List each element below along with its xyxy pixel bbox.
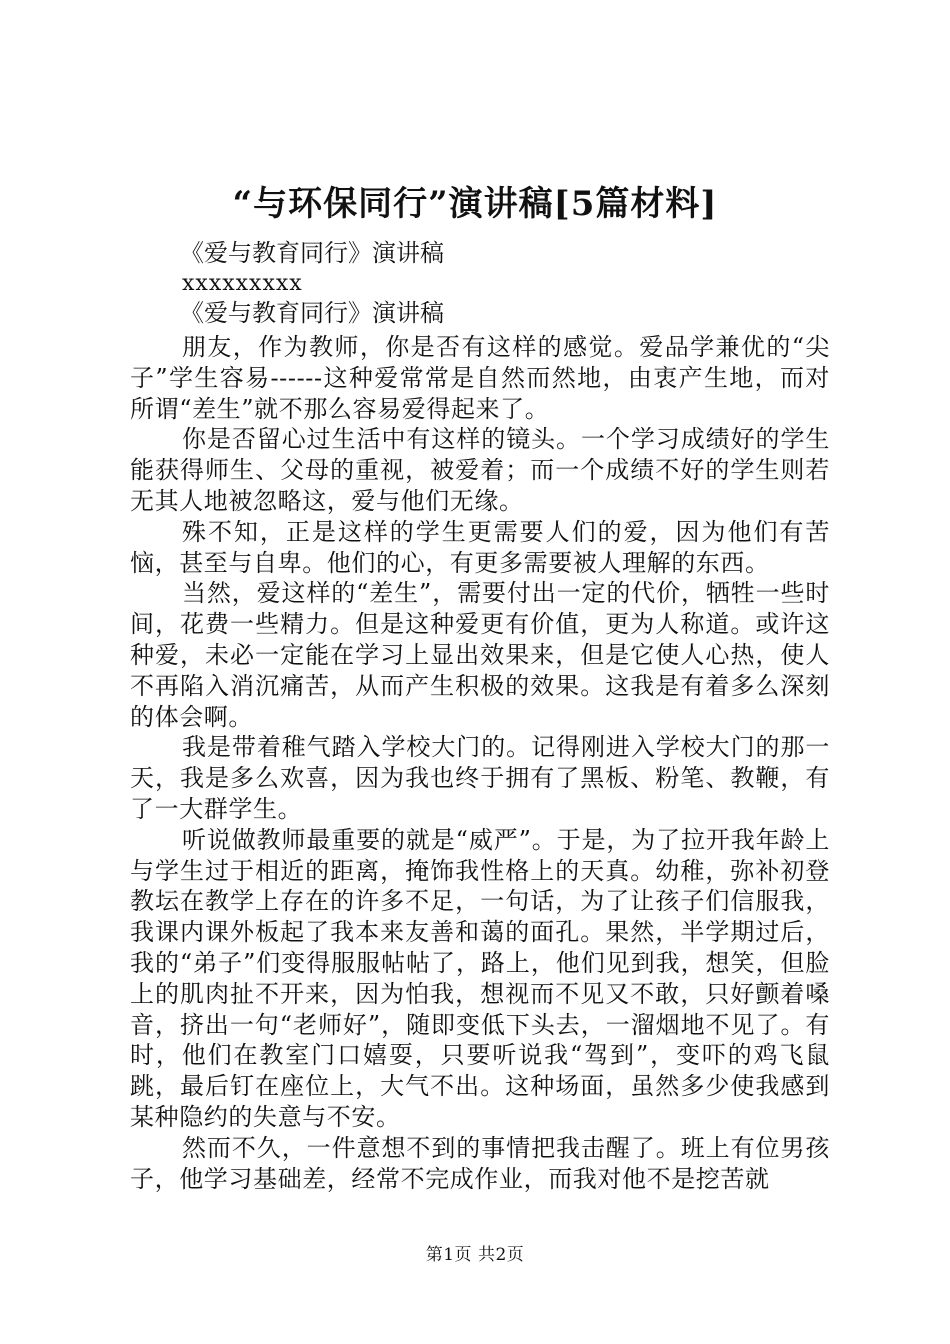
subtitle-line: 《爱与教育同行》演讲稿 [180,239,444,267]
paragraph: 殊不知，正是这样的学生更需要人们的爱，因为他们有苦恼，甚至与自卑。他们的心，有更多需要被人理解的东西。 [130,517,830,577]
paragraph: 你是否留心过生活中有这样的镜头。一个学习成绩好的学生能获得师生、父母的重视，被爱着；而一个成绩不好的学生则若无其人地被忽略这，爱与他们无缘。 [130,425,830,515]
placeholder-line: xxxxxxxxx [182,271,303,296]
page-number-footer: 第1页 共2页 [425,1245,525,1265]
paragraph: 我是带着稚气踏入学校大门的。记得刚进入学校大门的那一天，我是多么欢喜，因为我也终于拥有了黑板、粉笔、教鞭，有了一大群学生。 [130,733,830,823]
paragraph: 朋友，作为教师，你是否有这样的感觉。爱品学兼优的“尖子”学生容易------这种爱常常是自然而然地，由衷产生地，而对所谓“差生”就不那么容易爱得起来了。 [130,333,830,423]
paragraph: 当然，爱这样的“差生”，需要付出一定的代价，牺牲一些时间，花费一些精力。但是这种爱更有价值，更为人称道。或许这种爱，未必一定能在学习上显出效果来，但是它使人心热，使人不再陷入消沉痛苦，从而产生积极的效果。这我是有着多么深刻的体会啊。 [130,579,830,731]
document-body [130,332,830,1194]
paragraph: 然而不久，一件意想不到的事情把我击醒了。班上有位男孩子，他学习基础差，经常不完成作业，而我对他不是挖苦就 [130,1133,830,1193]
document-title: “与环保同行”演讲稿[5篇材料] [232,184,718,224]
subtitle-line-repeat: 《爱与教育同行》演讲稿 [180,299,444,327]
paragraph: 听说做教师最重要的就是“威严”。于是，为了拉开我年龄上与学生过于相近的距离，掩饰我性格上的天真。幼稚，弥补初登教坛在教学上存在的许多不足，一句话，为了让孩子们信服我，我课内课外板起了我本来友善和蔼的面孔。果然，半学期过后，我的“弟子”们变得服服帖帖了，路上，他们见到我，想笑，但脸上的肌肉扯不开来，因为怕我，想视而不见又不敢，只好颤着嗓音，挤出一句“老师好”，随即变低下头去，一溜烟地不见了。有时，他们在教室门口嬉耍，只要听说我“驾到”，变吓的鸡飞鼠跳，最后钉在座位上，大气不出。这种场面，虽然多少使我感到某种隐约的失意与不安。 [130,825,830,1131]
